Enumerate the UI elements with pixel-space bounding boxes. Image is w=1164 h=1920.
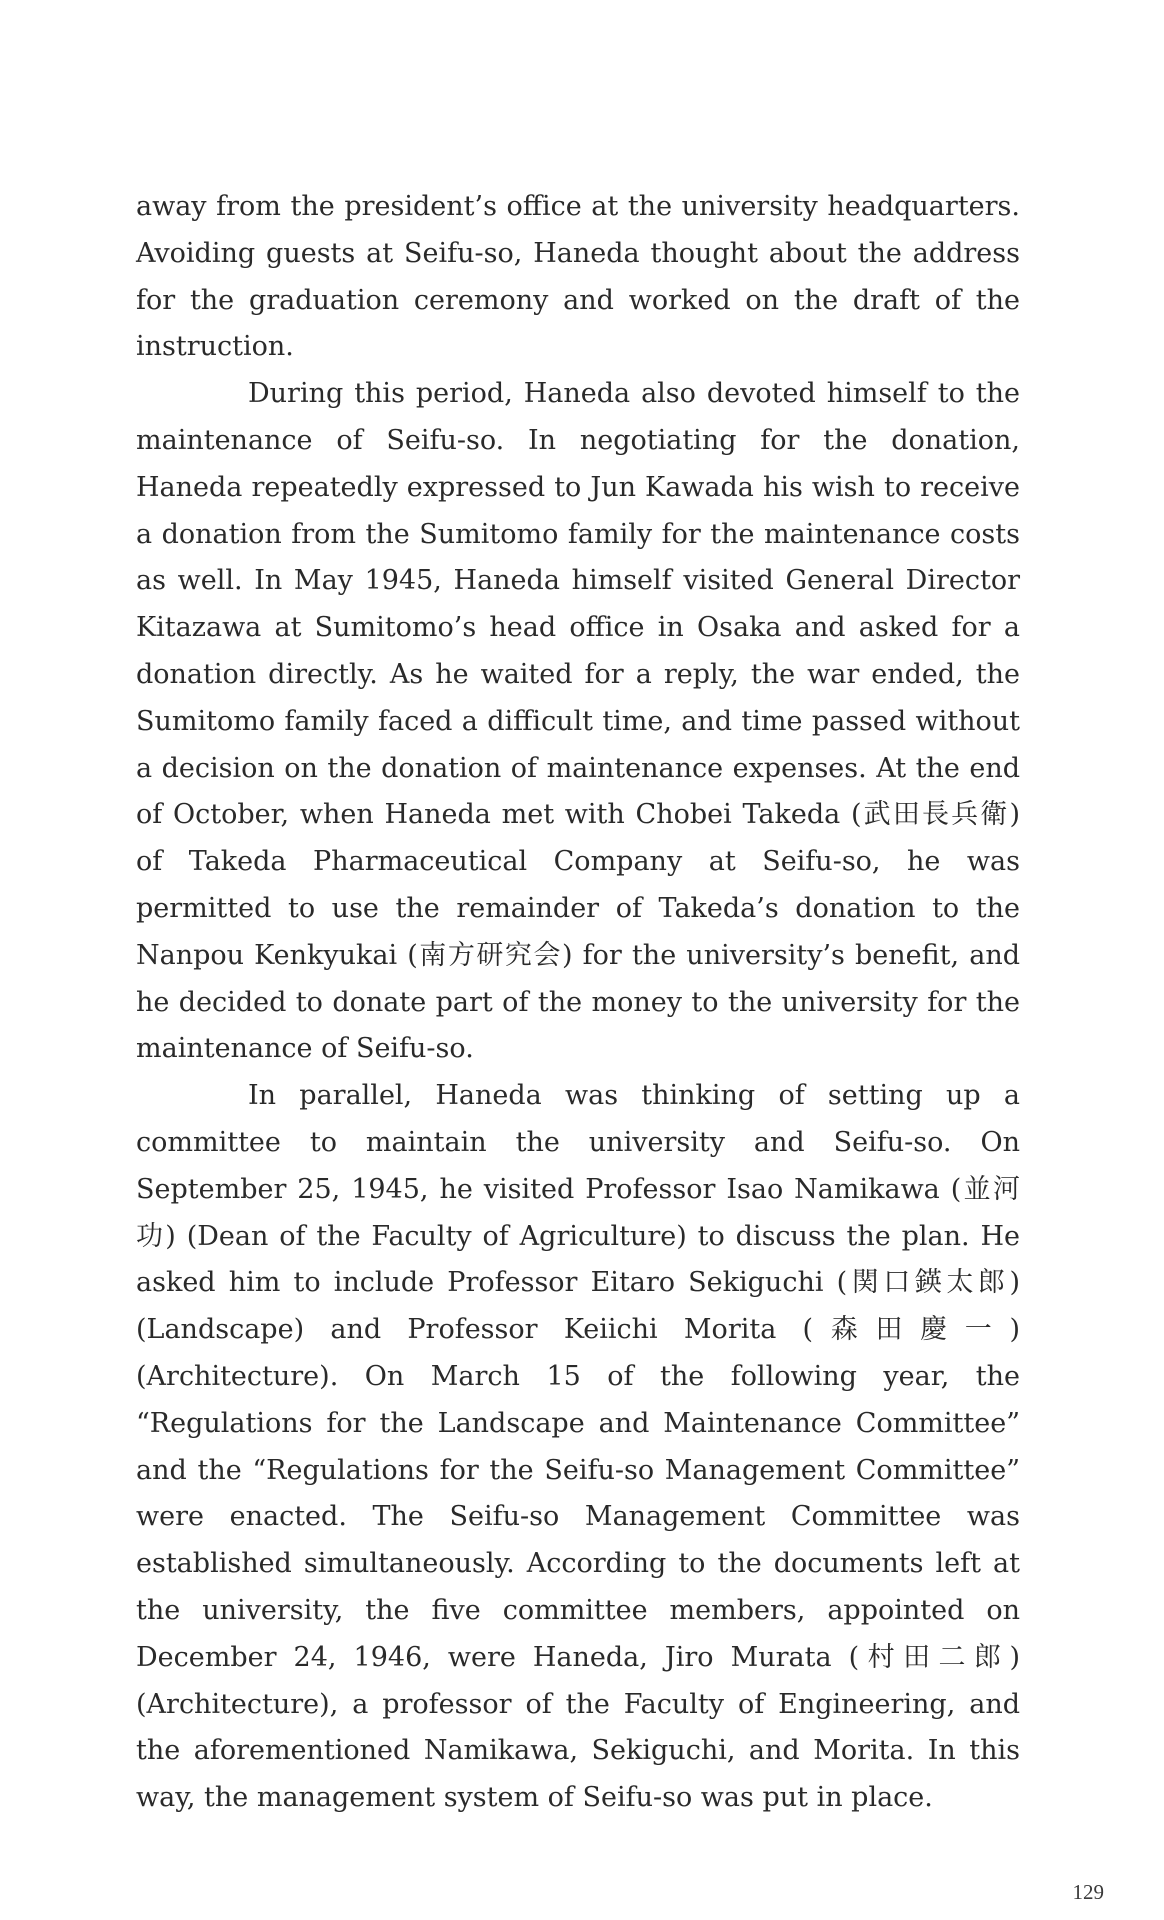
- paragraph-1: away from the president’s office at the university headquarters. Avoiding guests at Seifu-so, Haneda thought about the address for the graduation ceremony and worked on the draft of the instruction.: [136, 191, 1020, 363]
- paragraph-3: In parallel, Haneda was thinking of setting up a committee to maintain the university and Seifu-so. On September 25, 1945, he visited Professor Isao Namikawa (並河功) (Dean of the Faculty of Agriculture) to discuss the plan. He asked him to include Professor Eitaro Sekiguchi (関口鍈太郎) (Landscape) and Professor Keiichi Morita (森田慶一) (Architecture). On March 15 of the following year, the “Regulations for the Landscape and Maintenance Committee” and the “Regulations for the Seifu-so Management Committee” were enacted. The Seifu-so Management Committee was established simultaneously. According to the documents left at the university, the five committee members, appointed on December 24, 1946, were Haneda, Jiro Murata (村田二郎) (Architecture), a professor of the Faculty of Engineering, and the aforementioned Namikawa, Sekiguchi, and Morita. In this way, the management system of Seifu-so was put in place.: [136, 1080, 1020, 1814]
- page-number: 129: [1072, 1880, 1104, 1904]
- body-text: [136, 184, 1020, 1822]
- paragraph-2: During this period, Haneda also devoted himself to the maintenance of Seifu-so. In negotiating for the donation, Haneda repeatedly expressed to Jun Kawada his wish to receive a donation from the Sumitomo family for the maintenance costs as well. In May 1945, Haneda himself visited General Director Kitazawa at Sumitomo’s head office in Osaka and asked for a donation directly. As he waited for a reply, the war ended, the Sumitomo family faced a difficult time, and time passed without a decision on the donation of maintenance expenses. At the end of October, when Haneda met with Chobei Takeda (武田長兵衛) of Takeda Pharmaceutical Company at Seifu-so, he was permitted to use the remainder of Takeda’s donation to the Nanpou Kenkyukai (南方研究会) for the university’s benefit, and he decided to donate part of the money to the university for the maintenance of Seifu-so.: [136, 378, 1020, 1065]
